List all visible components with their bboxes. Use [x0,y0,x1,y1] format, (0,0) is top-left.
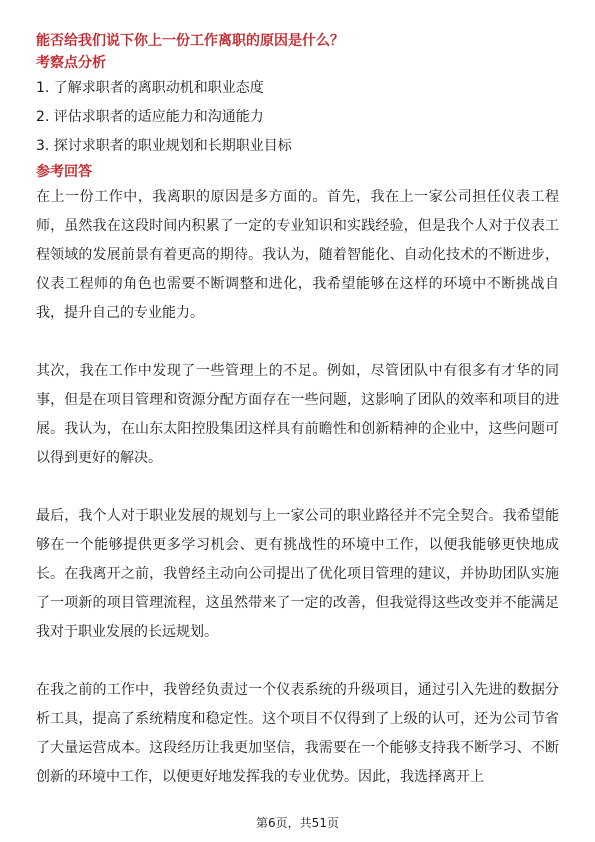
analysis-point: 2. 评估求职者的适应能力和沟通能力 [36,109,264,125]
analysis-heading: 考察点分析 [36,55,106,71]
analysis-point: 1. 了解求职者的离职动机和职业态度 [36,80,264,96]
answer-paragraph: 在我之前的工作中，我曾经负责过一个仪表系统的升级项目，通过引入先进的数据分析工具，提高了系统精度和稳定性。这个项目不仅得到了上级的认可，还为公司节省了大量运营成本。这段经历让我更加坚信，我需要在一个能够支持我不断学习、不断创新的环境中工作，以便更好地发挥我的专业优势。因此，我选择离开上 [36,682,559,785]
question-title: 能否给我们说下你上一份工作离职的原因是什么？ [36,33,344,49]
page-content [36,30,559,792]
page-number: 第6页，共51页 [256,816,339,830]
analysis-point: 3. 探讨求职者的职业规划和长期职业目标 [36,138,292,154]
analysis-points [36,74,559,161]
answer-paragraph: 最后，我个人对于职业发展的规划与上一家公司的职业路径并不完全契合。我希望能够在一个能够提供更多学习机会、更有挑战性的环境中工作，以便我能够更快地成长。在我离开之前，我曾经主动向公司提出了优化项目管理的建议，并协助团队实施了一项新的项目管理流程，这虽然带来了一定的改善，但我觉得这些改变并不能满足我对于职业发展的长远规划。 [36,508,559,640]
answer-paragraph: 其次，我在工作中发现了一些管理上的不足。例如，尽管团队中有很多有才华的同事，但是在项目管理和资源分配方面存在一些问题，这影响了团队的效率和项目的进展。我认为，在山东太阳控股集团这样具有前瞻性和创新精神的企业中，这些问题可以得到更好的解决。 [36,363,559,466]
answer-paragraph: 在上一份工作中，我离职的原因是多方面的。首先，我在上一家公司担任仪表工程师，虽然我在这段时间内积累了一定的专业知识和实践经验，但是我个人对于仪表工程领域的发展前景有着更高的期待。我认为，随着智能化、自动化技术的不断进步，仪表工程师的角色也需要不断调整和进化，我希望能够在这样的环境中不断挑战自我，提升自己的专业能力。 [36,189,559,321]
answer-body [36,183,559,792]
answer-heading: 参考回答 [36,164,92,180]
